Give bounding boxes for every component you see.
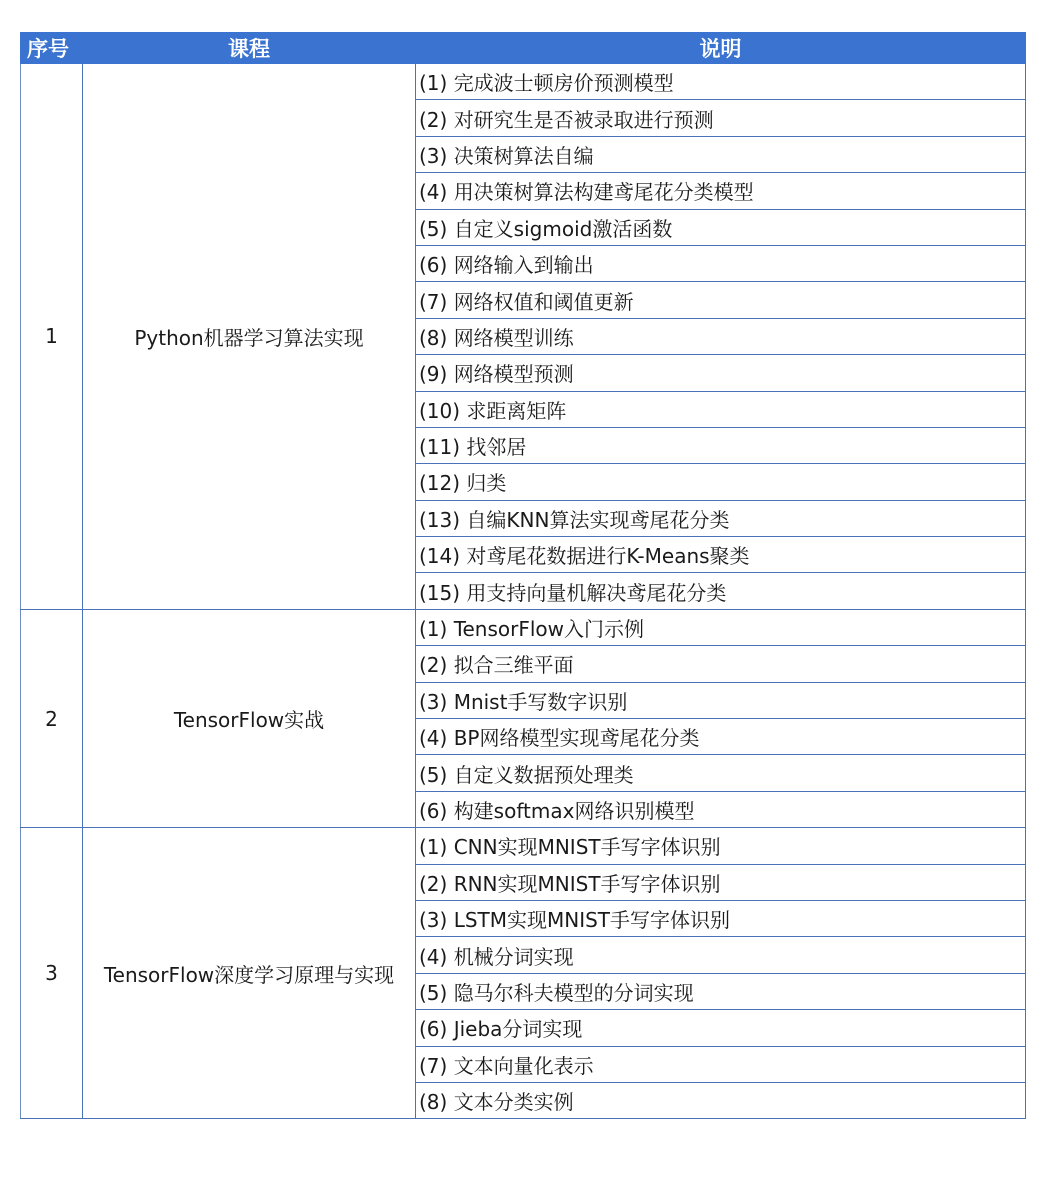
description-cell: (7) 网络权值和阈值更新 <box>416 282 1026 318</box>
description-cell: (6) 构建softmax网络识别模型 <box>416 791 1026 827</box>
group-course-cell <box>83 609 416 827</box>
description-cell: (3) 决策树算法自编 <box>416 136 1026 172</box>
description-cell: (7) 文本向量化表示 <box>416 1046 1026 1082</box>
description-cell: (5) 自定义sigmoid激活函数 <box>416 209 1026 245</box>
header-row <box>21 33 1026 64</box>
table-body <box>21 64 1026 1119</box>
description-cell: (6) Jieba分词实现 <box>416 1010 1026 1046</box>
description-cell: (2) 对研究生是否被录取进行预测 <box>416 100 1026 136</box>
group-course-cell <box>83 64 416 610</box>
description-cell: (12) 归类 <box>416 464 1026 500</box>
group-course-name: TensorFlow深度学习原理与实现 <box>103 962 395 987</box>
table-row <box>21 609 1026 645</box>
table-row <box>21 64 1026 100</box>
description-cell: (2) 拟合三维平面 <box>416 646 1026 682</box>
header-index: 序号 <box>21 33 83 64</box>
description-cell: (4) BP网络模型实现鸢尾花分类 <box>416 719 1026 755</box>
description-cell: (8) 网络模型训练 <box>416 318 1026 354</box>
course-table <box>20 32 1026 1119</box>
group-index: 3 <box>21 828 83 1119</box>
description-cell: (13) 自编KNN算法实现鸢尾花分类 <box>416 500 1026 536</box>
description-cell: (1) 完成波士顿房价预测模型 <box>416 64 1026 100</box>
table-header <box>21 33 1026 64</box>
description-cell: (15) 用支持向量机解决鸢尾花分类 <box>416 573 1026 609</box>
group-index: 2 <box>21 609 83 827</box>
description-cell: (9) 网络模型预测 <box>416 355 1026 391</box>
table-row <box>21 828 1026 864</box>
description-cell: (3) Mnist手写数字识别 <box>416 682 1026 718</box>
description-cell: (10) 求距离矩阵 <box>416 391 1026 427</box>
description-cell: (8) 文本分类实例 <box>416 1082 1026 1118</box>
group-course-cell <box>83 828 416 1119</box>
description-cell: (11) 找邻居 <box>416 427 1026 463</box>
description-cell: (6) 网络输入到输出 <box>416 245 1026 281</box>
group-course-name: Python机器学习算法实现 <box>134 325 364 350</box>
description-cell: (14) 对鸢尾花数据进行K-Means聚类 <box>416 537 1026 573</box>
group-index: 1 <box>21 64 83 610</box>
header-description: 说明 <box>416 33 1026 64</box>
description-cell: (5) 自定义数据预处理类 <box>416 755 1026 791</box>
description-cell: (4) 用决策树算法构建鸢尾花分类模型 <box>416 173 1026 209</box>
description-cell: (2) RNN实现MNIST手写字体识别 <box>416 864 1026 900</box>
header-course: 课程 <box>83 33 416 64</box>
description-cell: (5) 隐马尔科夫模型的分词实现 <box>416 973 1026 1009</box>
description-cell: (4) 机械分词实现 <box>416 937 1026 973</box>
description-cell: (1) TensorFlow入门示例 <box>416 609 1026 645</box>
description-cell: (3) LSTM实现MNIST手写字体识别 <box>416 900 1026 936</box>
group-course-name: TensorFlow实战 <box>173 708 325 733</box>
description-cell: (1) CNN实现MNIST手写字体识别 <box>416 828 1026 864</box>
